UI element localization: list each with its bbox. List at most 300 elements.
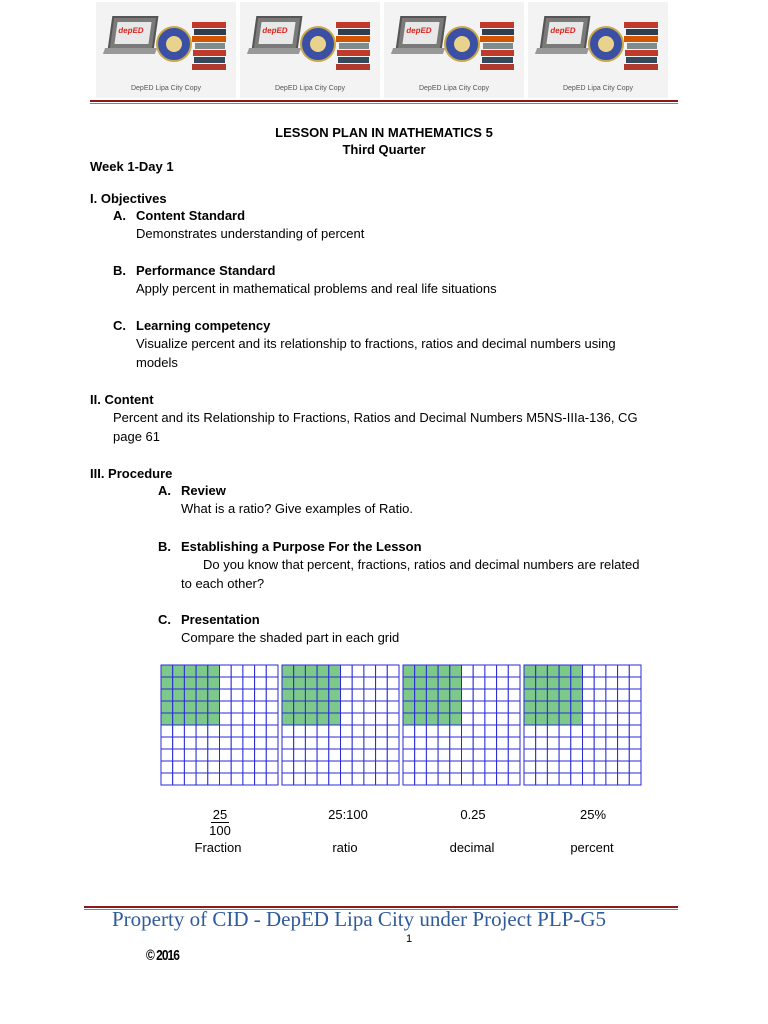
- grid-cell: [606, 761, 618, 773]
- grid-cell-shaded: [571, 689, 583, 701]
- objective-letter: A.: [113, 208, 126, 223]
- grid-cell-shaded: [571, 677, 583, 689]
- grid-cell-shaded: [208, 665, 220, 677]
- grid-cell-shaded: [547, 713, 559, 725]
- grid-cell: [629, 677, 641, 689]
- ratio-value: 25:100: [328, 807, 368, 822]
- grid-cell: [559, 773, 571, 785]
- label-percent: percent: [570, 840, 614, 855]
- grid-cell: [497, 665, 509, 677]
- grid-cell: [485, 713, 497, 725]
- grid-cell: [196, 761, 208, 773]
- grid-cell: [220, 749, 232, 761]
- objective-text: Demonstrates understanding of percent: [136, 226, 365, 241]
- grid-cell: [387, 773, 399, 785]
- grid-cell: [364, 737, 376, 749]
- grid-cell: [317, 725, 329, 737]
- grid-cell: [485, 725, 497, 737]
- grid-cell: [294, 725, 306, 737]
- grid-cell: [231, 725, 243, 737]
- grid-cell-shaded: [196, 665, 208, 677]
- grid-cell-shaded: [305, 665, 317, 677]
- grid-cell: [376, 665, 388, 677]
- grid-cell: [294, 761, 306, 773]
- grid-cell: [161, 773, 173, 785]
- grid-cell: [473, 665, 485, 677]
- grid-cell: [524, 761, 536, 773]
- grid-cell: [161, 761, 173, 773]
- grid-cell-shaded: [305, 689, 317, 701]
- grid-cell: [618, 725, 630, 737]
- deped-seal-icon: [300, 26, 336, 62]
- grid-cell: [255, 701, 267, 713]
- grid-cell-shaded: [282, 701, 294, 713]
- grid-cell-shaded: [184, 713, 196, 725]
- procedure-letter: C.: [158, 612, 171, 627]
- grid-cell: [415, 737, 427, 749]
- procedure-text: What is a ratio? Give examples of Ratio.: [181, 501, 413, 516]
- grid-cell: [220, 725, 232, 737]
- grid-cell: [426, 773, 438, 785]
- grid-cell: [583, 749, 595, 761]
- grid-cell: [255, 713, 267, 725]
- grid-cell: [173, 773, 185, 785]
- grid-cell-shaded: [161, 677, 173, 689]
- grid-cell: [341, 737, 353, 749]
- grid-cell: [317, 773, 329, 785]
- grid-cell: [497, 761, 509, 773]
- grid-cell: [231, 677, 243, 689]
- grid-cell: [243, 773, 255, 785]
- grid-cell: [243, 665, 255, 677]
- grid-cell-shaded: [559, 701, 571, 713]
- grid-cell: [618, 701, 630, 713]
- grid-cell: [618, 737, 630, 749]
- grid-cell-shaded: [536, 701, 548, 713]
- content-heading: II. Content: [90, 392, 154, 407]
- grid-cell: [536, 773, 548, 785]
- grid-cell: [341, 761, 353, 773]
- grid-cell: [352, 725, 364, 737]
- grid-cell-shaded: [403, 713, 415, 725]
- grid-cell: [255, 725, 267, 737]
- grid-cell-shaded: [329, 665, 341, 677]
- grid-cell: [161, 725, 173, 737]
- grid-cell: [473, 677, 485, 689]
- grid-cell-shaded: [317, 689, 329, 701]
- grid-cell: [583, 689, 595, 701]
- grid-cell: [629, 665, 641, 677]
- percent-value: 25%: [579, 807, 607, 822]
- procedure-letter: A.: [158, 483, 171, 498]
- grid-cell-shaded: [450, 677, 462, 689]
- grid-cell: [629, 689, 641, 701]
- grid-cell-shaded: [305, 701, 317, 713]
- grid-cell: [629, 749, 641, 761]
- grid-cell: [473, 737, 485, 749]
- grid-cell: [376, 725, 388, 737]
- grid-cell: [341, 665, 353, 677]
- grid-cell: [255, 761, 267, 773]
- grid-cell: [220, 737, 232, 749]
- deped-seal-icon: [444, 26, 480, 62]
- grid-cell: [376, 677, 388, 689]
- deped-seal-icon: [588, 26, 624, 62]
- grid-cell-shaded: [196, 677, 208, 689]
- grid-cell: [364, 725, 376, 737]
- grid-cell-shaded: [184, 665, 196, 677]
- grid-cell: [583, 725, 595, 737]
- grid-cell: [594, 761, 606, 773]
- grid-cell-shaded: [184, 677, 196, 689]
- grid-cell-shaded: [173, 677, 185, 689]
- grid-cell: [403, 773, 415, 785]
- grid-cell: [497, 749, 509, 761]
- grid-cell: [329, 749, 341, 761]
- objective-text: Visualize percent and its relationship to fractions, ratios and decimal numbers using: [136, 336, 616, 351]
- banner-caption: DepED Lipa City Copy: [418, 85, 490, 92]
- grid-cell: [196, 737, 208, 749]
- grid-cell: [485, 701, 497, 713]
- grid-cell: [485, 773, 497, 785]
- grid-cell-shaded: [305, 677, 317, 689]
- grid-cell: [341, 725, 353, 737]
- grid-cell-shaded: [208, 713, 220, 725]
- grid-cell: [594, 749, 606, 761]
- grid-cell-shaded: [329, 701, 341, 713]
- grid-cell: [559, 737, 571, 749]
- grid-cell-shaded: [415, 689, 427, 701]
- grid-cell-shaded: [196, 701, 208, 713]
- procedure-heading: III. Procedure: [90, 466, 173, 481]
- grid-cell: [305, 749, 317, 761]
- grid-cell: [243, 737, 255, 749]
- grid-cell: [485, 689, 497, 701]
- grid-cell: [583, 773, 595, 785]
- grid-cell: [173, 749, 185, 761]
- grid-cell: [473, 725, 485, 737]
- grid-cell: [462, 689, 474, 701]
- grid-cell-shaded: [426, 713, 438, 725]
- grid-cell: [571, 761, 583, 773]
- grid-cell: [583, 737, 595, 749]
- grid-cell-shaded: [536, 689, 548, 701]
- grid-cell: [305, 773, 317, 785]
- grid-cell: [341, 773, 353, 785]
- grid-cell: [173, 725, 185, 737]
- grid-cell: [329, 761, 341, 773]
- grid-cell: [571, 749, 583, 761]
- grid-cell: [305, 737, 317, 749]
- grid-cell: [629, 725, 641, 737]
- grid-cell: [352, 665, 364, 677]
- grid-cell: [255, 737, 267, 749]
- document-title: LESSON PLAN IN MATHEMATICS 5: [275, 125, 493, 140]
- grid-cell-shaded: [415, 677, 427, 689]
- grid-cell: [606, 737, 618, 749]
- grid-cell-shaded: [317, 665, 329, 677]
- grid-cell: [352, 761, 364, 773]
- grid-cell-shaded: [426, 677, 438, 689]
- grid-cell: [243, 749, 255, 761]
- grid-cell: [243, 725, 255, 737]
- grid-cell-shaded: [571, 701, 583, 713]
- grid-cell: [485, 749, 497, 761]
- grid-cell-shaded: [524, 665, 536, 677]
- laptop-icon: depED: [540, 16, 591, 50]
- grid-cell: [376, 713, 388, 725]
- grid-cell: [571, 725, 583, 737]
- grid-cell: [266, 665, 278, 677]
- grid-cell-shaded: [547, 677, 559, 689]
- grid-cell: [329, 773, 341, 785]
- grid-cell-shaded: [317, 701, 329, 713]
- grid-cell-shaded: [329, 689, 341, 701]
- grid-cell: [184, 749, 196, 761]
- grid-cell: [594, 689, 606, 701]
- grid-cell: [403, 761, 415, 773]
- footer-text: Property of CID - DepED Lipa City under Project PLP-G5: [112, 907, 607, 931]
- grid-cell-shaded: [282, 665, 294, 677]
- grid-cell-shaded: [438, 713, 450, 725]
- grid-cell-shaded: [196, 689, 208, 701]
- grid-cell: [220, 689, 232, 701]
- grid-cell: [294, 749, 306, 761]
- grid-cell-shaded: [196, 713, 208, 725]
- grid-cell: [524, 773, 536, 785]
- grid-cell: [536, 737, 548, 749]
- grid-cell: [255, 749, 267, 761]
- grid-cell: [559, 725, 571, 737]
- grid-cell: [426, 725, 438, 737]
- grid-cell: [294, 737, 306, 749]
- grid-cell: [329, 725, 341, 737]
- grid-cell: [341, 689, 353, 701]
- grid-cell: [473, 761, 485, 773]
- grid-cell: [387, 737, 399, 749]
- grid-cell-shaded: [536, 713, 548, 725]
- grid-cell: [282, 737, 294, 749]
- grid-cell: [387, 713, 399, 725]
- grid-cell: [376, 773, 388, 785]
- grid-cell: [462, 749, 474, 761]
- objective-text-continued: models: [136, 355, 178, 370]
- grid-cell: [594, 701, 606, 713]
- label-decimal: decimal: [449, 840, 495, 855]
- grid-cell: [376, 737, 388, 749]
- grid-cell: [352, 749, 364, 761]
- grid-cell: [243, 677, 255, 689]
- grid-cell: [364, 749, 376, 761]
- grid-cell-shaded: [559, 713, 571, 725]
- grid-cell: [305, 761, 317, 773]
- grid-cell: [364, 773, 376, 785]
- grid-cell-shaded: [161, 713, 173, 725]
- header-rule-thin: [90, 103, 678, 104]
- grid-cell: [266, 677, 278, 689]
- grid-cell-shaded: [403, 689, 415, 701]
- grid-cell: [583, 761, 595, 773]
- grid-cell: [305, 725, 317, 737]
- label-fraction: Fraction: [194, 840, 242, 855]
- grid-cell: [497, 689, 509, 701]
- procedure-letter: B.: [158, 539, 171, 554]
- hundred-grid-percent: [523, 664, 642, 786]
- hundred-grid-decimal: [402, 664, 521, 786]
- grid-cell: [426, 761, 438, 773]
- grid-cell-shaded: [403, 677, 415, 689]
- grid-cell-shaded: [450, 665, 462, 677]
- grid-cell: [243, 689, 255, 701]
- grid-cell: [571, 773, 583, 785]
- laptop-icon: depED: [252, 16, 303, 50]
- grid-cell-shaded: [208, 689, 220, 701]
- grid-cell: [352, 713, 364, 725]
- banner-tile: [384, 2, 524, 98]
- grid-cell: [220, 665, 232, 677]
- grid-cell: [266, 761, 278, 773]
- content-text-continued: page 61: [113, 429, 160, 444]
- grid-cell: [629, 773, 641, 785]
- grid-cell: [497, 773, 509, 785]
- grid-cell: [403, 737, 415, 749]
- grid-cell-shaded: [450, 689, 462, 701]
- grid-cell: [220, 677, 232, 689]
- grid-cell: [415, 749, 427, 761]
- grid-cell: [426, 749, 438, 761]
- grid-cell: [606, 713, 618, 725]
- grid-cell: [536, 749, 548, 761]
- grid-cell: [184, 773, 196, 785]
- grid-cell: [387, 725, 399, 737]
- grid-cell: [231, 713, 243, 725]
- grid-cell: [618, 773, 630, 785]
- grid-cell: [462, 665, 474, 677]
- grid-cell: [497, 677, 509, 689]
- grid-cell: [387, 761, 399, 773]
- grid-cell: [266, 725, 278, 737]
- grid-cell: [231, 737, 243, 749]
- banner-caption: DepED Lipa City Copy: [274, 85, 346, 92]
- grid-cell: [161, 737, 173, 749]
- grid-cell: [571, 737, 583, 749]
- grid-cell: [536, 761, 548, 773]
- grid-cell: [161, 749, 173, 761]
- grid-cell: [266, 737, 278, 749]
- grid-cell: [208, 749, 220, 761]
- grid-cell-shaded: [161, 689, 173, 701]
- grid-cell: [426, 737, 438, 749]
- grid-cell: [606, 665, 618, 677]
- grid-cell: [255, 677, 267, 689]
- grid-cell: [341, 749, 353, 761]
- grid-cell: [536, 725, 548, 737]
- grid-cell: [629, 701, 641, 713]
- grid-cell: [497, 725, 509, 737]
- grid-cell: [629, 761, 641, 773]
- banner-caption: DepED Lipa City Copy: [130, 85, 202, 92]
- grid-cell: [438, 773, 450, 785]
- grid-cell: [415, 761, 427, 773]
- grid-svg: [160, 664, 279, 786]
- grid-cell-shaded: [317, 677, 329, 689]
- grid-cell: [606, 773, 618, 785]
- grid-cell: [352, 689, 364, 701]
- grid-cell-shaded: [438, 665, 450, 677]
- hundred-grid-ratio: [281, 664, 400, 786]
- laptop-icon: depED: [396, 16, 447, 50]
- grid-cell-shaded: [524, 677, 536, 689]
- procedure-text: Compare the shaded part in each grid: [181, 630, 400, 645]
- grid-cell-shaded: [547, 689, 559, 701]
- grid-cell: [364, 689, 376, 701]
- grid-cell-shaded: [294, 665, 306, 677]
- grid-cell: [508, 677, 520, 689]
- procedure-text: Do you know that percent, fractions, ratios and decimal numbers are related: [203, 557, 640, 572]
- grid-cell: [450, 737, 462, 749]
- grid-cell: [317, 749, 329, 761]
- grid-cell: [266, 701, 278, 713]
- grid-cell-shaded: [415, 665, 427, 677]
- grid-cell: [485, 761, 497, 773]
- grid-cell: [341, 713, 353, 725]
- grid-cell: [473, 689, 485, 701]
- grid-cell: [497, 701, 509, 713]
- grid-cell: [387, 749, 399, 761]
- grid-cell: [364, 677, 376, 689]
- content-text: Percent and its Relationship to Fractions, Ratios and Decimal Numbers M5NS-IIIa-136, CG: [113, 410, 638, 425]
- grid-cell: [208, 761, 220, 773]
- grid-cell: [438, 761, 450, 773]
- grid-cell: [220, 701, 232, 713]
- grid-cell-shaded: [329, 713, 341, 725]
- grid-cell: [329, 737, 341, 749]
- grid-cell: [473, 713, 485, 725]
- grid-cell: [438, 725, 450, 737]
- grid-cell: [606, 701, 618, 713]
- grid-cell-shaded: [173, 689, 185, 701]
- grid-cell: [594, 713, 606, 725]
- grid-cell-shaded: [559, 689, 571, 701]
- grid-cell: [594, 677, 606, 689]
- grid-cell: [450, 761, 462, 773]
- grid-cell: [618, 749, 630, 761]
- grid-cell: [208, 725, 220, 737]
- grid-cell: [282, 749, 294, 761]
- grid-cell: [606, 689, 618, 701]
- grid-cell: [547, 773, 559, 785]
- grid-cell-shaded: [438, 677, 450, 689]
- grid-cell: [438, 749, 450, 761]
- grid-cell-shaded: [173, 665, 185, 677]
- grid-cell: [462, 773, 474, 785]
- procedure-text-continued: to each other?: [181, 576, 265, 591]
- grid-cell-shaded: [184, 701, 196, 713]
- grid-cell-shaded: [282, 713, 294, 725]
- grid-cell-shaded: [415, 713, 427, 725]
- copyright: © 2016: [146, 946, 179, 964]
- document-subtitle: Third Quarter: [342, 142, 426, 157]
- decimal-value: 0.25: [460, 807, 486, 822]
- objective-title: Learning competency: [136, 318, 271, 333]
- grid-cell-shaded: [571, 665, 583, 677]
- grid-cell: [231, 689, 243, 701]
- grid-cell: [387, 665, 399, 677]
- grid-cell: [618, 713, 630, 725]
- grid-cell: [462, 737, 474, 749]
- header-rule: [90, 100, 678, 102]
- grid-cell: [594, 725, 606, 737]
